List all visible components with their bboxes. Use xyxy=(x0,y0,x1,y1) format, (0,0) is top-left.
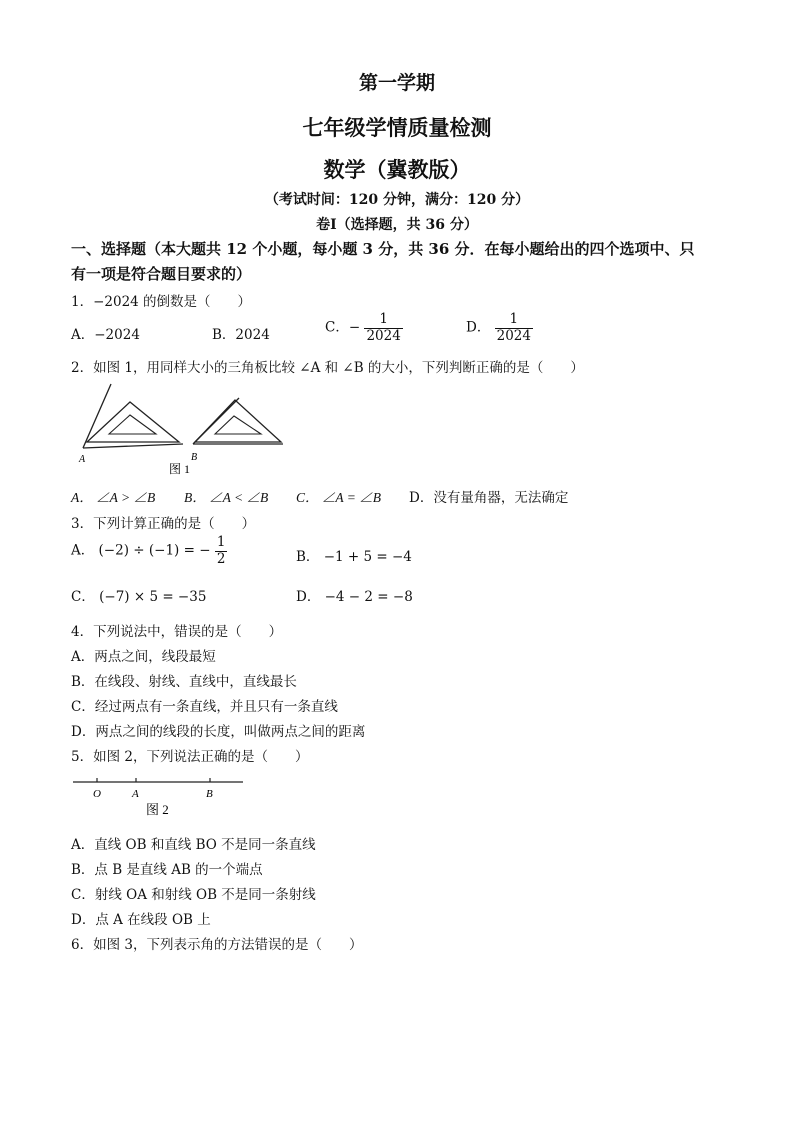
q2-option-c: C． ∠A = ∠B xyxy=(296,490,381,505)
q3-option-c: C． (−7) × 5 = −35 xyxy=(71,589,207,605)
q4-option-c: C．经过两点有一条直线，并且只有一条直线 xyxy=(71,699,338,715)
q4-option-b: B．在线段、射线、直线中，直线最长 xyxy=(71,674,297,690)
figure-1-label-b: B xyxy=(191,452,198,463)
q4-option-a: A．两点之间，线段最短 xyxy=(71,649,216,665)
figure-2-label-b: B xyxy=(206,788,213,800)
figure-2-label-o: O xyxy=(93,788,101,800)
q3-a-denominator: 2 xyxy=(216,550,226,567)
q3-option-a-fraction xyxy=(215,535,228,567)
q5-option-d: D．点 A 在线段 OB 上 xyxy=(71,912,211,928)
q6-stem: 6．如图 3，下列表示角的方法错误的是（ ） xyxy=(71,937,363,953)
q4-stem: 4．下列说法中，错误的是（ ） xyxy=(71,624,283,640)
q1-option-c xyxy=(325,312,403,344)
figure-1-triangles xyxy=(71,380,291,480)
q1-d-numerator: 1 xyxy=(509,311,519,327)
q3-stem: 3．下列计算正确的是（ ） xyxy=(71,516,256,532)
q1-option-b: B．2024 xyxy=(212,327,270,343)
q1-d-denominator: 2024 xyxy=(496,327,531,344)
q3-option-d: D． −4 − 2 = −8 xyxy=(296,589,413,605)
q4-option-d: D．两点之间的线段的长度，叫做两点之间的距离 xyxy=(71,724,366,740)
figure-1-caption: 图 1 xyxy=(169,462,191,476)
q3-a-numerator: 1 xyxy=(216,534,226,550)
q1-option-a: A．−2024 xyxy=(71,327,140,343)
subject-title: 数学（冀教版） xyxy=(323,157,471,182)
q1-stem: 1．−2024 的倒数是（ ） xyxy=(71,294,252,310)
q1-c-denominator: 2024 xyxy=(366,327,401,344)
q3-option-b: B． −1 + 5 = −4 xyxy=(296,549,412,565)
q2-stem: 2．如图 1，用同样大小的三角板比较 ∠A 和 ∠B 的大小，下列判断正确的是（ ） xyxy=(71,360,584,376)
figure-2-line xyxy=(71,770,251,820)
section-heading-line2: 有一项是符合题目要求的） xyxy=(71,265,252,283)
q5-stem: 5．如图 2，下列说法正确的是（ ） xyxy=(71,749,309,765)
q5-option-a: A．直线 OB 和直线 BO 不是同一条直线 xyxy=(71,837,316,853)
q1-option-d-prefix: D． xyxy=(466,319,491,336)
term-title: 第一学期 xyxy=(358,72,435,94)
q5-option-c: C．射线 OA 和射线 OB 不是同一条射线 xyxy=(71,887,316,903)
q2-option-a: A． ∠A > ∠B xyxy=(71,490,156,505)
exam-title: 七年级学情质量检测 xyxy=(302,115,492,140)
q1-option-c-fraction xyxy=(364,312,402,344)
q1-option-d xyxy=(466,312,533,344)
figure-1-label-a: A xyxy=(79,454,86,465)
q1-c-numerator: 1 xyxy=(379,311,388,327)
q5-option-b: B．点 B 是直线 AB 的一个端点 xyxy=(71,862,263,878)
exam-info: （考试时间：120 分钟，满分：120 分） xyxy=(264,192,530,208)
q1-option-c-prefix: C．− xyxy=(325,319,361,336)
q2-option-b: B． ∠A < ∠B xyxy=(184,490,269,505)
figure-2-caption: 图 2 xyxy=(146,802,169,817)
q3-option-a xyxy=(71,535,227,567)
figure-2-label-a: A xyxy=(132,788,139,800)
volume-title: 卷Ⅰ（选择题，共 36 分） xyxy=(316,217,478,233)
q1-option-d-fraction xyxy=(495,312,533,344)
q3-option-a-prefix: A． (−2) ÷ (−1) = − xyxy=(71,542,211,559)
section-heading-line1: 一、选择题（本大题共 12 个小题，每小题 3 分，共 36 分．在每小题给出的四个选项中、只 xyxy=(71,240,695,258)
q2-option-d: D．没有量角器，无法确定 xyxy=(409,490,569,506)
